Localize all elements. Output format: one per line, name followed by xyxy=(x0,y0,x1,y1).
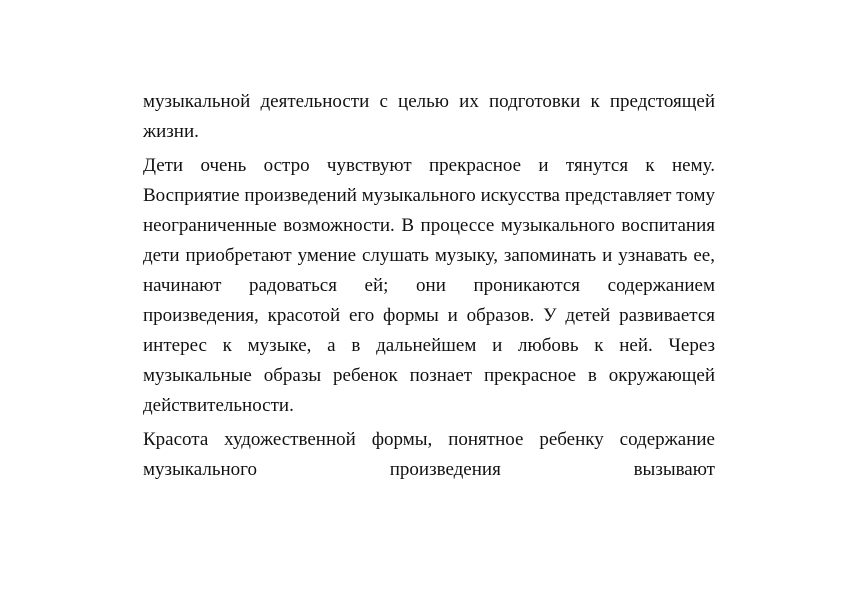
paragraph-1: музыкальной деятельности с целью их подготовки к предстоящей жизни. xyxy=(143,91,715,142)
paragraph-3: Красота художественной формы, понятное ребенку содержание музыкального произведения вызывают xyxy=(143,429,715,480)
body-text xyxy=(143,87,715,489)
paragraph-2: Дети очень остро чувствуют прекрасное и тянутся к нему. Восприятие произведений музыкального искусства представляет тому неограниченные возможности. В процессе музыкального воспитания дети приобретают умение слушать музыку, запоминать и узнавать ее, начинают радоваться ей; они проникаются содержанием произведения, красотой его формы и образов. У детей развивается интерес к музыке, а в дальнейшем и любовь к ней. Через музыкальные образы ребенок познает прекрасное в окружающей действительности. xyxy=(143,155,715,416)
